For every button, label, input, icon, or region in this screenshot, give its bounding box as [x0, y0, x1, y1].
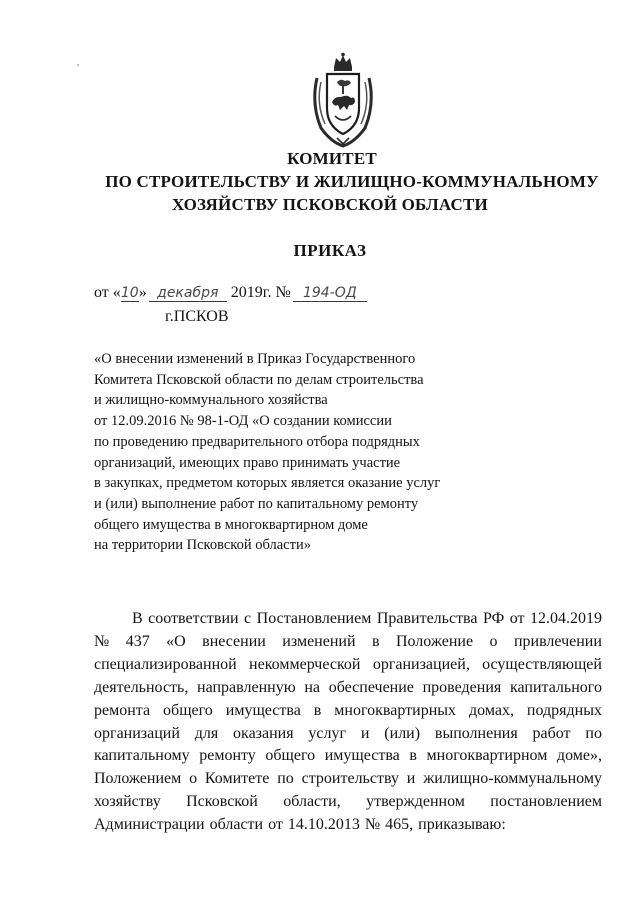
- body-word: о: [489, 632, 498, 650]
- body-word: (или): [384, 724, 421, 742]
- body-word: организаций: [94, 724, 180, 742]
- handwritten-order-number: 194-ОД: [293, 285, 367, 302]
- body-word: некоммерческой: [249, 655, 361, 673]
- body-word: капитального: [509, 678, 602, 696]
- body-word: Псковской: [186, 793, 258, 811]
- body-word: по: [277, 770, 294, 788]
- body-word: на: [304, 678, 321, 696]
- handwritten-day: 10: [120, 285, 139, 301]
- body-word: №: [94, 632, 110, 650]
- subject-line: на территории Псковской области»: [94, 537, 311, 554]
- body-word: по: [585, 724, 602, 742]
- body-word: капитальному: [94, 747, 190, 765]
- body-word: постановлением: [490, 793, 602, 811]
- subject-line: и жилищно-коммунального хозяйства: [94, 392, 328, 409]
- body-word: услуг: [308, 724, 347, 742]
- order-date-line: [94, 284, 367, 302]
- body-word: области,: [283, 793, 341, 811]
- body-word: области: [209, 816, 264, 834]
- order-subject: [94, 349, 494, 556]
- body-word: строительству: [301, 770, 399, 788]
- body-word: приказываю:: [418, 816, 506, 834]
- body-word: от: [268, 816, 283, 834]
- body-word: выполнения: [434, 724, 518, 742]
- body-word: 14.10.2013: [287, 816, 360, 834]
- body-word: от: [509, 610, 525, 627]
- subject-line: по проведению предварительного отбора подрядных: [94, 433, 420, 450]
- body-word: подрядных: [526, 701, 602, 719]
- body-line: [94, 631, 602, 654]
- handwritten-month: декабря: [149, 285, 227, 302]
- body-line: [94, 723, 602, 746]
- body-word: соответствии: [148, 610, 239, 627]
- body-word: Постановлением: [256, 610, 372, 627]
- body-word: проведения: [422, 678, 502, 696]
- body-word: Комитете: [204, 770, 270, 788]
- body-word: и: [360, 724, 370, 742]
- body-word: многоквартирных: [334, 701, 457, 719]
- body-word: обеспечение: [328, 678, 414, 696]
- subject-line: организаций, имеющих право принимать участие: [94, 454, 401, 471]
- body-word: осуществляющей: [482, 655, 602, 673]
- date-year: 2019г. №: [230, 284, 291, 301]
- body-word: направленную: [197, 678, 296, 696]
- body-word: «О: [166, 632, 186, 650]
- body-word: внесении: [202, 632, 266, 650]
- body-word: деятельность,: [94, 678, 189, 696]
- body-line: [94, 814, 602, 837]
- body-word: Положение: [395, 632, 474, 650]
- body-word: Положением: [94, 770, 182, 788]
- body-word: организацией,: [372, 655, 470, 673]
- body-word: для: [194, 724, 219, 742]
- body-word: в: [409, 747, 417, 765]
- body-word: общего: [163, 701, 213, 719]
- body-word: о: [189, 770, 198, 788]
- coat-of-arms-emblem: [307, 52, 379, 148]
- body-line: [94, 608, 602, 631]
- body-line: [94, 768, 602, 791]
- body-word: в: [371, 632, 380, 650]
- body-word: многоквартирном: [426, 747, 548, 765]
- scan-speck: [77, 64, 79, 66]
- subject-line: и (или) выполнение работ по капитальному ремонту: [94, 495, 419, 512]
- subject-line: Комитета Псковской области по делам строительства: [94, 371, 424, 388]
- body-word: имущества: [324, 747, 400, 765]
- body-word: ремонта: [94, 701, 151, 719]
- body-line: [94, 791, 602, 814]
- body-line: [94, 700, 602, 723]
- subject-line: от 12.09.2016 № 98-1-ОД «О создании комиссии: [94, 413, 392, 430]
- org-name-line-2: ПО СТРОИТЕЛЬСТВУ И ЖИЛИЩНО-КОММУНАЛЬНОМУ: [105, 172, 599, 191]
- body-word: хозяйству: [94, 793, 161, 811]
- body-word: привлечении: [513, 632, 602, 650]
- body-word: изменений: [282, 632, 356, 650]
- body-word: работ: [532, 724, 571, 742]
- body-word: утвержденном: [366, 793, 465, 811]
- body-word: 12.04.2019: [530, 610, 602, 627]
- subject-line: «О внесении изменений в Приказ Государственного: [94, 351, 416, 367]
- body-word: общего: [265, 747, 316, 765]
- body-word: жилищно-коммунальному: [423, 770, 602, 788]
- body-word: Администрации: [94, 816, 205, 834]
- body-word: ремонту: [199, 747, 256, 765]
- org-name-line-3: ХОЗЯЙСТВУ ПСКОВСКОЙ ОБЛАСТИ: [172, 195, 488, 214]
- body-line: [94, 677, 602, 700]
- subject-line: общего имущества в многоквартирном доме: [94, 516, 368, 533]
- body-word: в: [313, 701, 322, 719]
- body-word: №: [364, 816, 381, 834]
- body-line: [94, 745, 602, 768]
- body-word: домах,: [469, 701, 514, 719]
- city-name: г.ПСКОВ: [165, 308, 229, 325]
- body-word: В: [132, 610, 143, 627]
- body-word: 437: [125, 632, 150, 650]
- body-word: специализированной: [94, 655, 237, 673]
- date-prefix: от «: [94, 284, 121, 301]
- body-word: с: [244, 610, 252, 627]
- order-title: ПРИКАЗ: [293, 241, 367, 260]
- org-name-line-1: КОМИТЕТ: [287, 149, 377, 168]
- subject-line: в закупках, предметом которых является оказание услуг: [94, 475, 441, 492]
- body-word: Правительства: [376, 610, 478, 627]
- body-word: доме»,: [556, 747, 602, 765]
- order-body: [94, 608, 602, 837]
- body-word: и: [406, 770, 416, 788]
- body-word: оказания: [233, 724, 294, 742]
- body-line: [94, 654, 602, 677]
- body-word: РФ: [482, 610, 505, 627]
- date-mid: »: [138, 284, 147, 301]
- body-word: 465,: [385, 816, 414, 834]
- body-word: имущества: [225, 701, 301, 719]
